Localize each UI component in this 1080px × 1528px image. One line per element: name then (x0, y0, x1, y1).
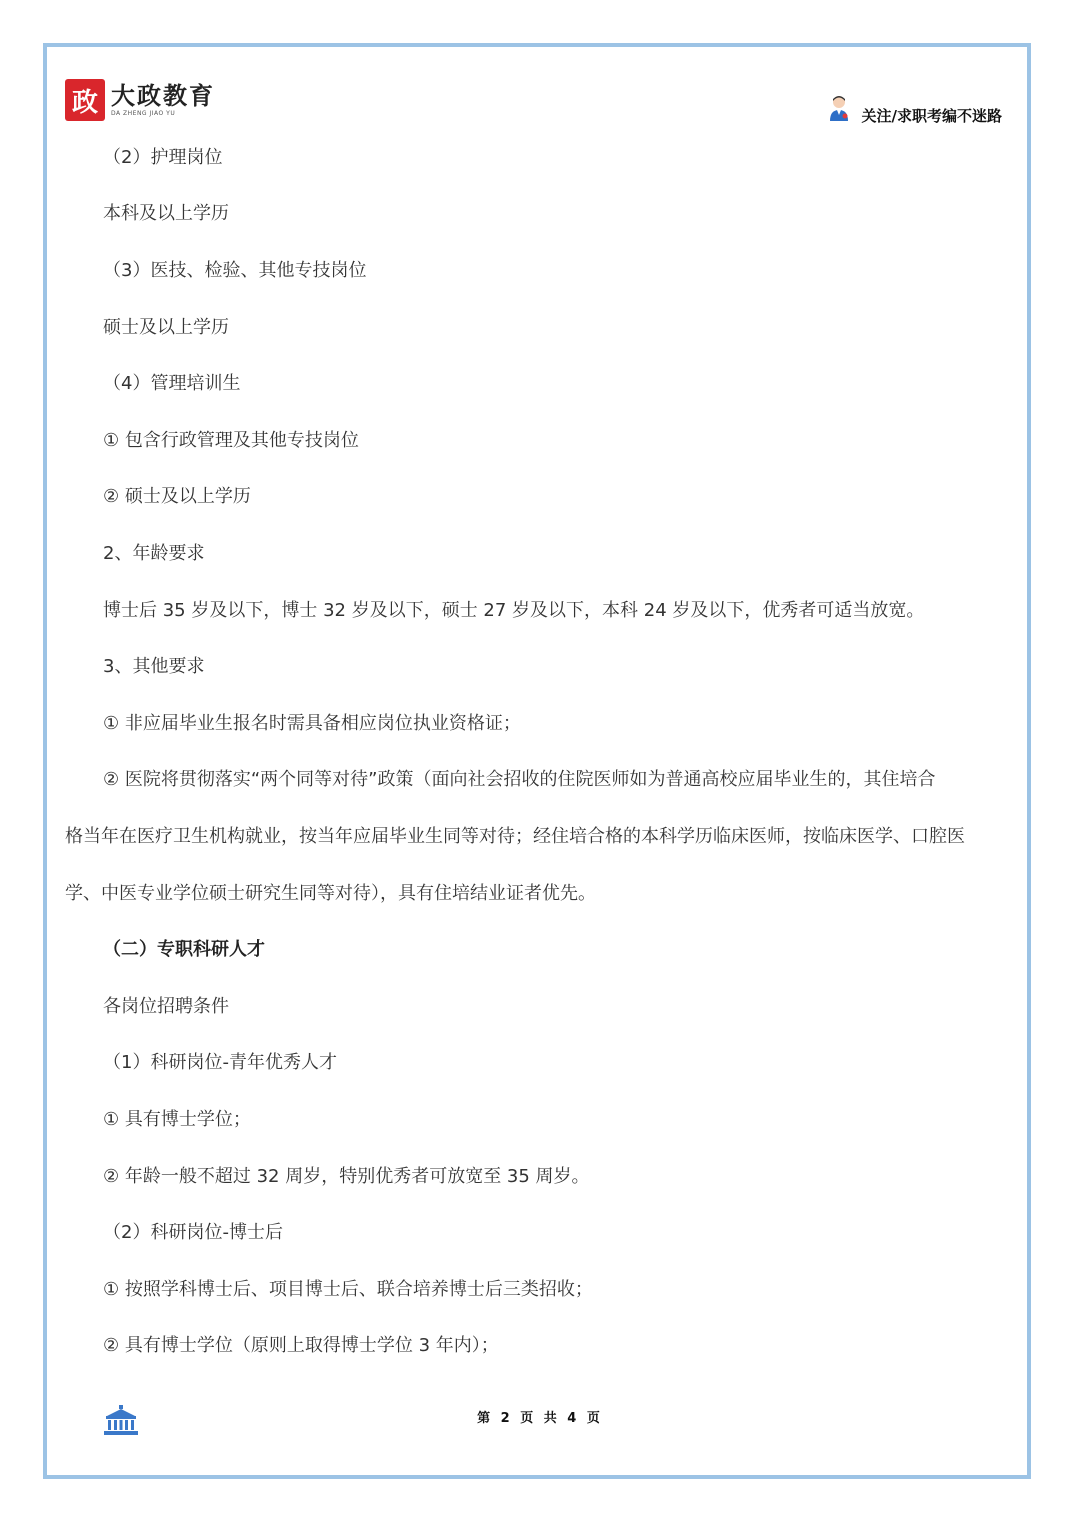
paragraph: 格当年在医疗卫生机构就业，按当年应届毕业生同等对待；经住培合格的本科学历临床医师，按临床医学、口腔医 (65, 826, 965, 847)
logo-title: 大政教育 (111, 81, 215, 110)
paragraph: ② 具有博士学位（原则上取得博士学位 3 年内）； (103, 1335, 499, 1356)
logo-subtitle: DA ZHENG JIAO YU (111, 110, 176, 117)
paragraph: 学、中医专业学位硕士研究生同等对待），具有住培结业证者优先。 (65, 883, 596, 904)
paragraph: ① 具有博士学位； (103, 1109, 251, 1130)
section-heading: 2、年龄要求 (103, 543, 205, 564)
slogan-text: 关注/求职考编不迷路 (861, 107, 1002, 125)
person-icon (828, 94, 850, 126)
header-slogan (828, 94, 1002, 126)
logo-text (111, 83, 215, 117)
section-heading: 3、其他要求 (103, 656, 205, 677)
brand-logo (65, 78, 215, 122)
section-heading: （二）专职科研人才 (103, 939, 265, 960)
paragraph: （4）管理培训生 (103, 373, 241, 394)
paragraph: （1）科研岗位-青年优秀人才 (103, 1052, 337, 1073)
paragraph: 各岗位招聘条件 (103, 996, 229, 1017)
page-number: 第 2 页 共 4 页 (477, 1411, 603, 1426)
logo-mark: 政 (65, 79, 105, 121)
paragraph: （2）护理岗位 (103, 147, 223, 168)
paragraph: ② 硕士及以上学历 (103, 486, 251, 507)
paragraph: 本科及以上学历 (103, 203, 229, 224)
paragraph: （3）医技、检验、其他专技岗位 (103, 260, 367, 281)
paragraph: ① 包含行政管理及其他专技岗位 (103, 430, 359, 451)
paragraph: ① 非应届毕业生报名时需具备相应岗位执业资格证； (103, 713, 521, 734)
paragraph: ② 年龄一般不超过 32 周岁，特别优秀者可放宽至 35 周岁。 (103, 1166, 590, 1187)
paragraph: ① 按照学科博士后、项目博士后、联合培养博士后三类招收； (103, 1279, 593, 1300)
paragraph: 硕士及以上学历 (103, 317, 229, 338)
paragraph: （2）科研岗位-博士后 (103, 1222, 283, 1243)
paragraph: 博士后 35 岁及以下，博士 32 岁及以下，硕士 27 岁及以下，本科 24 岁及以下，优秀者可适当放宽。 (103, 600, 925, 621)
paragraph: ② 医院将贯彻落实“两个同等对待”政策（面向社会招收的住院医师如为普通高校应届毕业生的，其住培合 (103, 769, 936, 790)
